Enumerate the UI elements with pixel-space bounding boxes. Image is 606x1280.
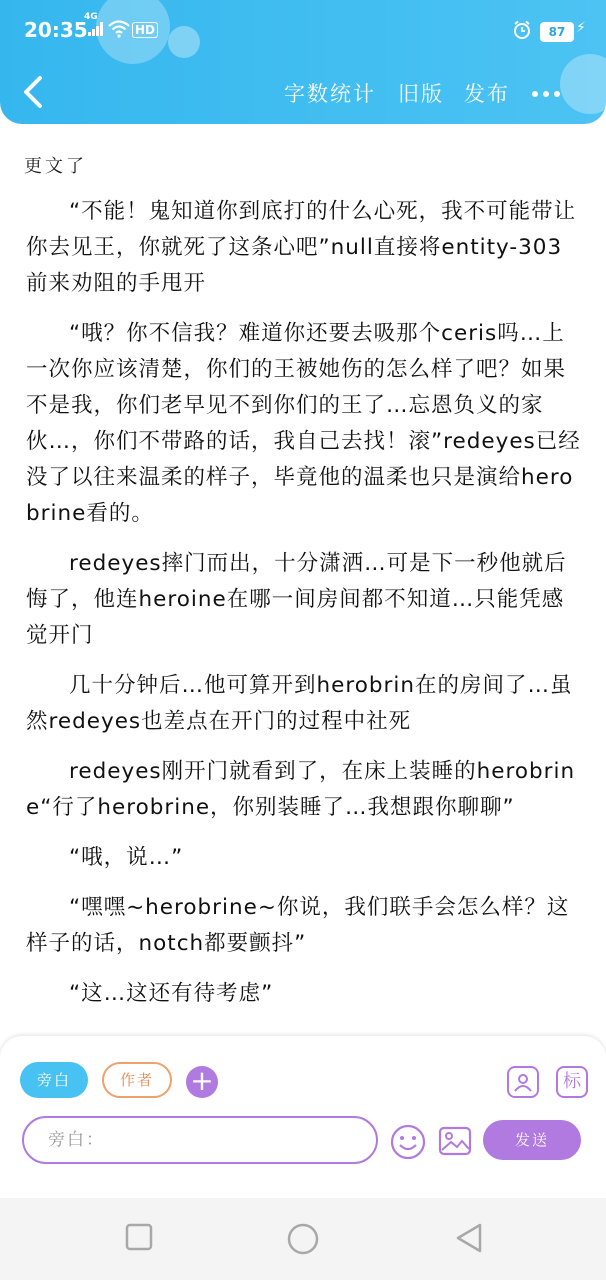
old-version-button[interactable]: 旧版	[398, 82, 444, 106]
more-dots-icon	[554, 91, 560, 97]
back-button[interactable]	[18, 72, 48, 112]
story-paragraph: redeyes摔门而出，十分潇洒…可是下一秒他就后悔了，他连heroine在哪一间房间都不知道…只能凭感觉开门	[26, 551, 567, 648]
word-count-button[interactable]: 字数统计	[284, 82, 376, 106]
story-paragraph: “哦？你不信我？难道你还要去吸那个ceris吗…上一次你应该清楚，你们的王被她伤的怎么样了吧？如果不是我，你们老早见不到你们的王了…忘恩负义的家伙…，你们不带路的话，我自己去找！滚”redeyes已经没了以往来温柔的样子，毕竟他的温柔也只是演给herobrine看的。	[26, 321, 581, 526]
story-text	[26, 194, 582, 1026]
triangle-back-icon[interactable]	[454, 1222, 484, 1254]
message-input[interactable]: 旁白：	[22, 1116, 378, 1164]
story-paragraph: “不能！鬼知道你到底打的什么心死，我不可能带让你去见王，你就死了这条心吧”null直接将entity-303前来劝阻的手甩开	[26, 199, 577, 296]
signal-icon	[88, 22, 104, 36]
tag-icon: 标	[563, 1071, 581, 1092]
author-chip[interactable]: 作者	[102, 1062, 172, 1098]
status-bar	[0, 14, 606, 50]
send-button[interactable]: 发送	[483, 1120, 581, 1160]
network-label: 4G	[84, 12, 98, 22]
circle-icon[interactable]	[286, 1222, 320, 1256]
status-time: 20:35	[24, 18, 88, 42]
narrator-chip[interactable]: 旁白	[20, 1062, 88, 1098]
image-icon[interactable]	[438, 1124, 472, 1158]
story-paragraph: “这…这还有待考虑”	[69, 981, 274, 1006]
system-nav-bar	[0, 1198, 606, 1280]
publish-button[interactable]: 发布	[464, 82, 510, 106]
tag-button[interactable]	[556, 1066, 588, 1098]
square-icon[interactable]	[124, 1222, 154, 1252]
compose-panel	[0, 1036, 606, 1198]
story-paragraph: redeyes刚开门就看到了，在床上装睡的herobrine“行了herobrine，你别装睡了…我想跟你聊聊”	[26, 759, 576, 820]
more-dots-icon	[532, 91, 538, 97]
chapter-note: 更文了	[24, 156, 87, 177]
more-options-button[interactable]	[532, 82, 568, 102]
alarm-icon	[512, 20, 532, 40]
story-paragraph: “嘿嘿~herobrine~你说，我们联手会怎么样？这样子的话，notch都要颤抖”	[26, 895, 570, 956]
story-paragraph: “哦，说…”	[69, 845, 184, 870]
top-bar	[0, 0, 606, 124]
story-paragraph: 几十分钟后…他可算开到herobrin在的房间了…虽然redeyes也差点在开门的过程中社死	[26, 673, 573, 734]
add-role-button[interactable]: +	[186, 1066, 218, 1098]
charging-icon: ⚡	[576, 20, 586, 36]
smiley-icon[interactable]	[390, 1124, 426, 1160]
story-content[interactable]	[0, 124, 606, 1036]
person-card-button[interactable]	[507, 1066, 539, 1098]
person-card-icon	[512, 1071, 534, 1093]
more-dots-icon	[543, 91, 549, 97]
wifi-icon	[108, 20, 130, 38]
hd-badge: HD	[132, 22, 158, 38]
battery-level: 87	[540, 22, 574, 42]
